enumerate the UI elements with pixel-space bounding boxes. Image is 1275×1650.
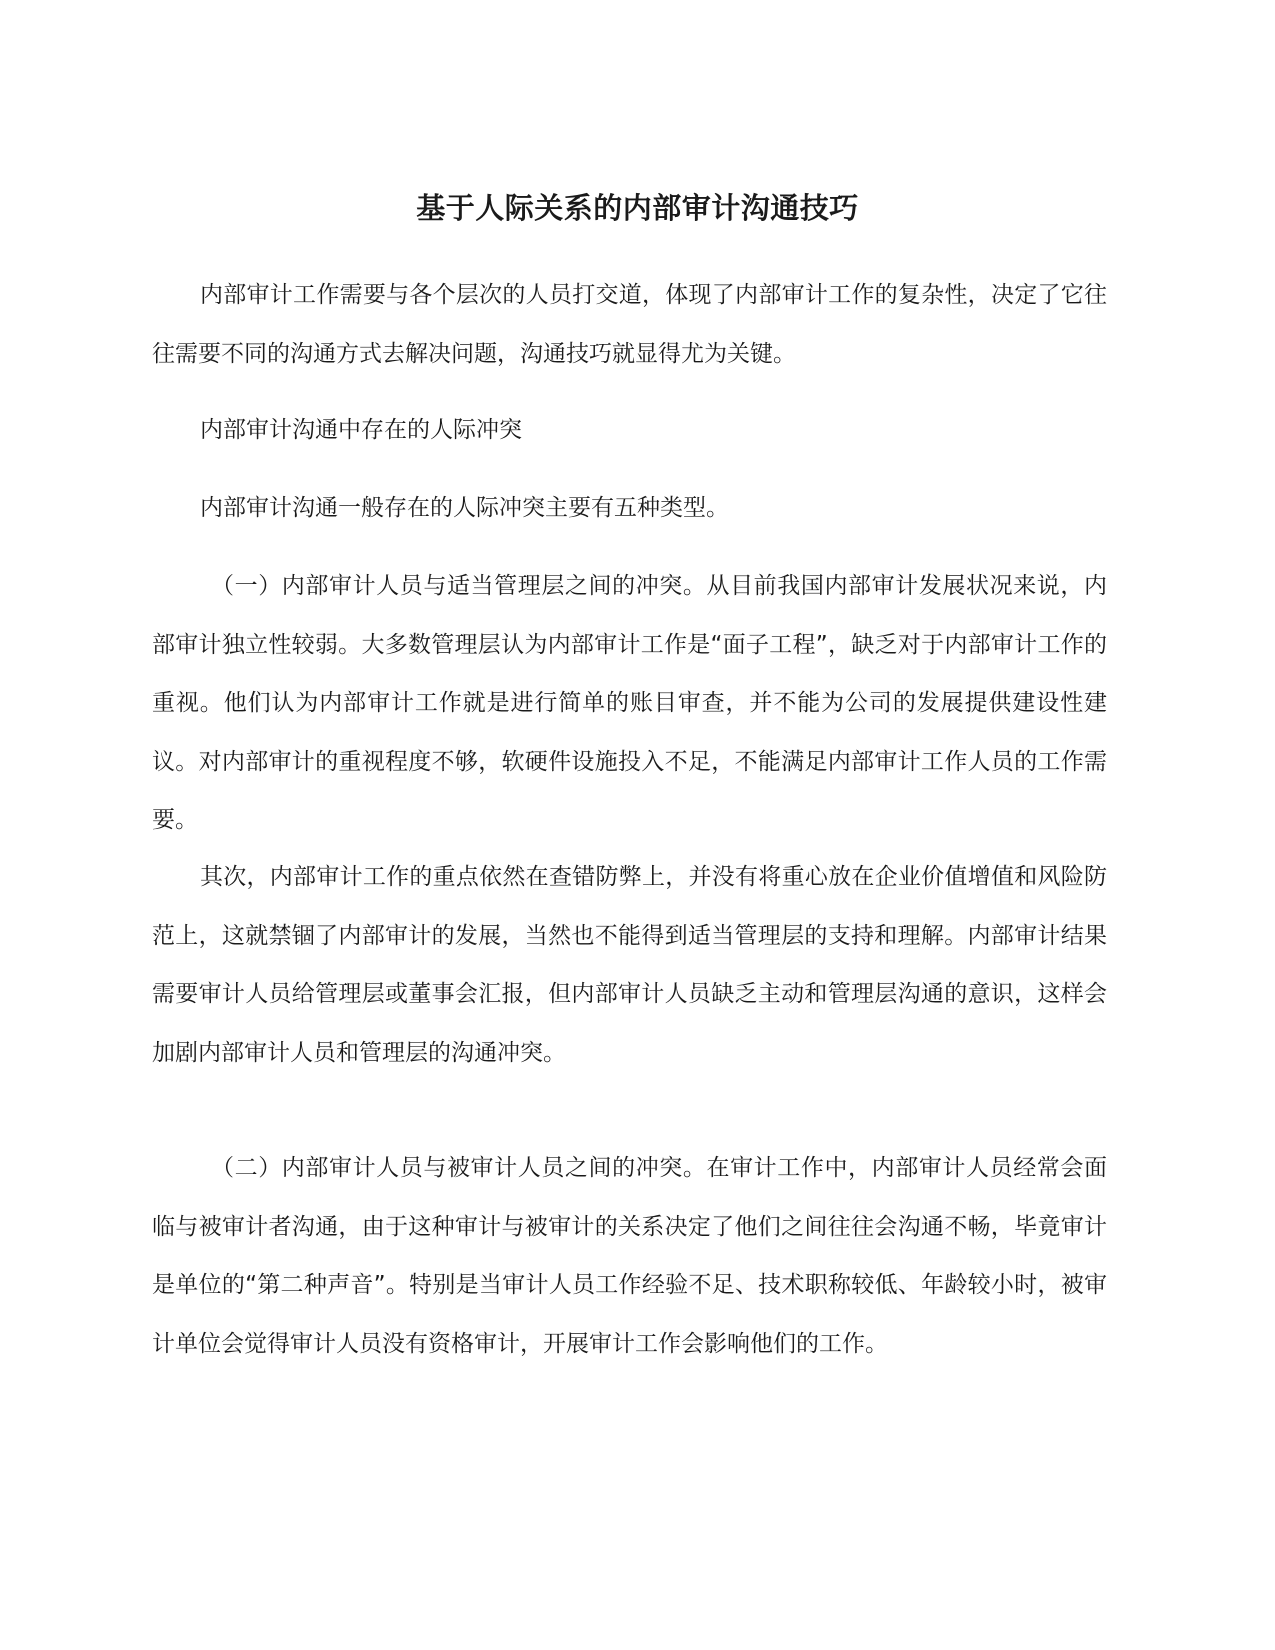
conflict-item-1-paragraph: （一）内部审计人员与适当管理层之间的冲突。从目前我国内部审计发展状况来说，内部审计独立性较弱。大多数管理层认为内部审计工作是“面子工程”，缺乏对于内部审计工作的重视。他们认为内部审计工作就是进行简单的账目审查，并不能为公司的发展提供建设性建议。对内部审计的重视程度不够，软硬件设施投入不足，不能满足内部审计工作人员的工作需要。 — [152, 573, 1107, 833]
secondly-paragraph: 其次，内部审计工作的重点依然在查错防弊上，并没有将重心放在企业价值增值和风险防范上，这就禁锢了内部审计的发展，当然也不能得到适当管理层的支持和理解。内部审计结果需要审计人员给管理层或董事会汇报，但内部审计人员缺乏主动和管理层沟通的意识，这样会加剧内部审计人员和管理层的沟通冲突。 — [152, 864, 1107, 1066]
conflict-item-2-paragraph: （二）内部审计人员与被审计人员之间的冲突。在审计工作中，内部审计人员经常会面临与被审计者沟通，由于这种审计与被审计的关系决定了他们之间往往会沟通不畅，毕竟审计是单位的“第二种声音”。特别是当审计人员工作经验不足、技术职称较低、年龄较小时，被审计单位会觉得审计人员没有资格审计，开展审计工作会影响他们的工作。 — [152, 1155, 1107, 1357]
types-intro-paragraph: 内部审计沟通一般存在的人际冲突主要有五种类型。 — [200, 495, 729, 521]
intro-paragraph: 内部审计工作需要与各个层次的人员打交道，体现了内部审计工作的复杂性，决定了它往往需要不同的沟通方式去解决问题，沟通技巧就显得尤为关键。 — [152, 282, 1107, 367]
section-heading: 内部审计沟通中存在的人际冲突 — [200, 417, 522, 443]
document-title: 基于人际关系的内部审计沟通技巧 — [416, 191, 859, 225]
